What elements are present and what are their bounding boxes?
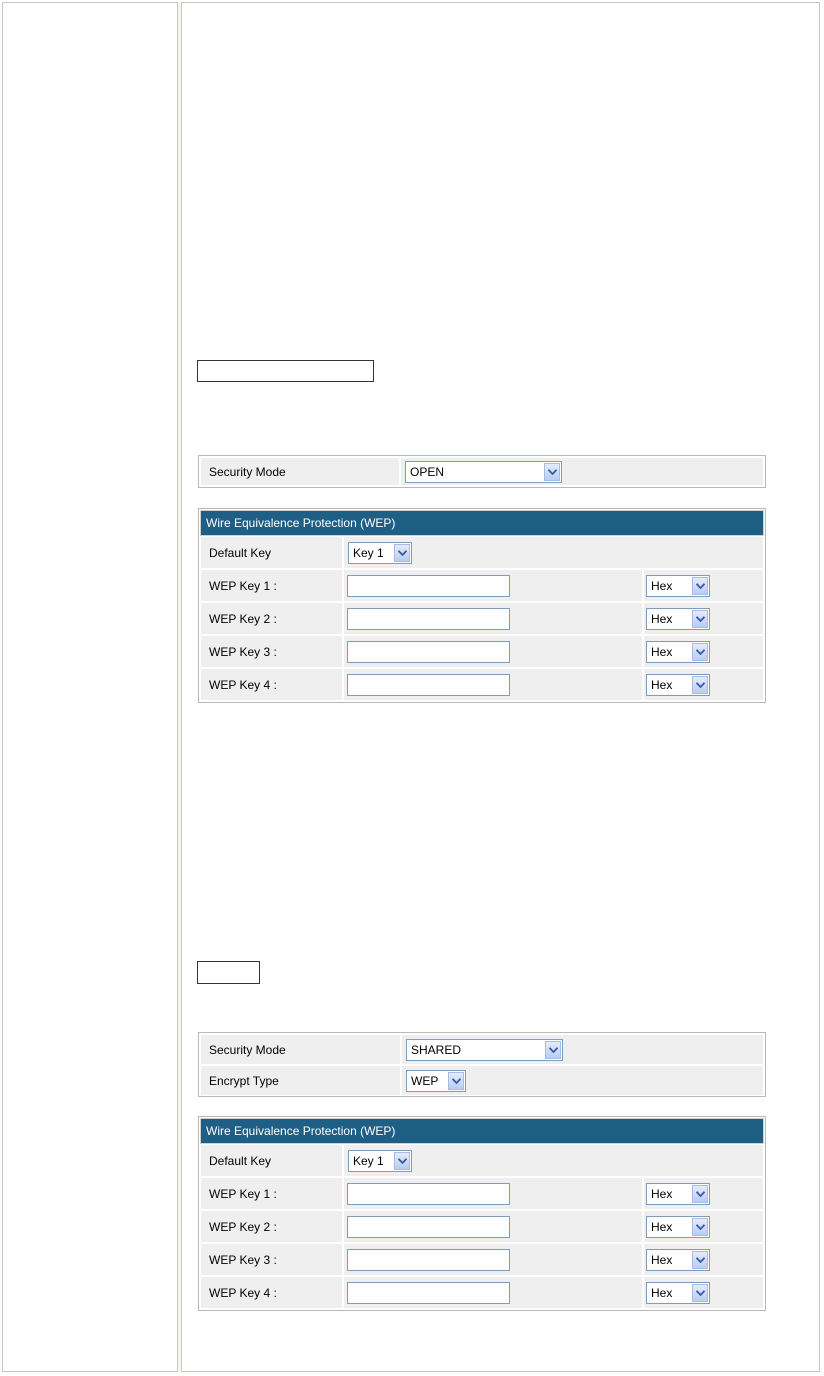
security-mode-select[interactable] <box>406 1039 563 1061</box>
wep-key-2-input[interactable] <box>347 608 510 630</box>
wep-key-format-value: Hex <box>651 677 673 692</box>
wep-key-format-cell <box>643 635 764 668</box>
wep-key-row <box>200 1210 764 1243</box>
wep-key-2-input[interactable] <box>347 1216 510 1238</box>
wep-key-3-input[interactable] <box>347 1249 510 1271</box>
default-key-select[interactable] <box>348 542 412 564</box>
wep-key-format-cell <box>643 1177 764 1210</box>
wep-key-input-cell <box>343 668 643 701</box>
encrypt-type-select[interactable] <box>406 1070 466 1092</box>
wep-key-2-format-select[interactable] <box>646 1216 710 1238</box>
wep-key-label: WEP Key 4 : <box>200 1276 343 1309</box>
wep-key-row <box>200 1177 764 1210</box>
chevron-down-icon <box>692 577 708 595</box>
chevron-down-icon <box>692 1185 708 1203</box>
column-divider <box>177 2 182 1372</box>
wep-key-1-format-select[interactable] <box>646 1183 710 1205</box>
wep-panel-shared <box>198 1116 766 1311</box>
security-mode-value: OPEN <box>410 464 445 479</box>
chevron-down-icon <box>394 544 410 562</box>
wep-key-format-cell <box>643 602 764 635</box>
default-key-label: Default Key <box>200 536 343 569</box>
wep-key-1-format-select[interactable] <box>646 575 710 597</box>
wep-header: Wire Equivalence Protection (WEP) <box>200 510 764 536</box>
wep-key-input-cell <box>343 602 643 635</box>
wep-key-format-cell <box>643 1243 764 1276</box>
chevron-down-icon <box>692 1218 708 1236</box>
default-key-value: Key 1 <box>353 1153 384 1168</box>
wep-key-label: WEP Key 1 : <box>200 569 343 602</box>
wep-key-label: WEP Key 2 : <box>200 1210 343 1243</box>
default-key-cell <box>343 536 764 569</box>
wep-key-3-format-select[interactable] <box>646 1249 710 1271</box>
chevron-down-icon <box>692 610 708 628</box>
security-mode-panel-shared <box>198 1032 766 1097</box>
wep-key-format-cell <box>643 569 764 602</box>
security-mode-cell <box>400 457 764 486</box>
wep-key-label: WEP Key 3 : <box>200 1243 343 1276</box>
security-mode-value: SHARED <box>411 1042 462 1057</box>
wep-key-row <box>200 1243 764 1276</box>
wep-key-row <box>200 635 764 668</box>
security-mode-label: Security Mode <box>200 1034 401 1065</box>
security-mode-select[interactable] <box>405 461 562 483</box>
wep-key-input-cell <box>343 635 643 668</box>
wep-key-input-cell <box>343 1243 643 1276</box>
wep-key-3-input[interactable] <box>347 641 510 663</box>
wep-key-format-value: Hex <box>651 1219 673 1234</box>
wep-key-format-cell <box>643 668 764 701</box>
wep-key-4-format-select[interactable] <box>646 1282 710 1304</box>
encrypt-type-value: WEP <box>411 1073 439 1088</box>
wep-key-4-input[interactable] <box>347 674 510 696</box>
wep-key-4-input[interactable] <box>347 1282 510 1304</box>
default-key-label: Default Key <box>200 1144 343 1177</box>
security-mode-label: Security Mode <box>200 457 400 486</box>
caption-box-shared <box>197 961 260 984</box>
chevron-down-icon <box>692 676 708 694</box>
wep-key-input-cell <box>343 1177 643 1210</box>
wep-key-label: WEP Key 4 : <box>200 668 343 701</box>
wep-key-label: WEP Key 3 : <box>200 635 343 668</box>
chevron-down-icon <box>394 1152 410 1170</box>
wep-key-input-cell <box>343 1276 643 1309</box>
wep-key-input-cell <box>343 1210 643 1243</box>
encrypt-type-label: Encrypt Type <box>200 1065 401 1096</box>
wep-key-row <box>200 668 764 701</box>
wep-key-format-cell <box>643 1276 764 1309</box>
wep-key-format-value: Hex <box>651 578 673 593</box>
caption-box-open <box>197 360 374 382</box>
wep-key-2-format-select[interactable] <box>646 608 710 630</box>
chevron-down-icon <box>692 1284 708 1302</box>
security-mode-panel-open <box>198 455 766 488</box>
wep-panel-open <box>198 508 766 703</box>
chevron-down-icon <box>544 463 560 481</box>
wep-key-row <box>200 602 764 635</box>
wep-key-1-input[interactable] <box>347 575 510 597</box>
wep-key-label: WEP Key 2 : <box>200 602 343 635</box>
wep-key-1-input[interactable] <box>347 1183 510 1205</box>
wep-key-3-format-select[interactable] <box>646 641 710 663</box>
chevron-down-icon <box>692 643 708 661</box>
wep-key-format-value: Hex <box>651 644 673 659</box>
default-key-value: Key 1 <box>353 545 384 560</box>
wep-key-input-cell <box>343 569 643 602</box>
chevron-down-icon <box>448 1072 464 1090</box>
wep-key-format-value: Hex <box>651 1186 673 1201</box>
wep-key-label: WEP Key 1 : <box>200 1177 343 1210</box>
wep-key-4-format-select[interactable] <box>646 674 710 696</box>
wep-key-format-value: Hex <box>651 611 673 626</box>
wep-key-format-value: Hex <box>651 1252 673 1267</box>
wep-key-format-cell <box>643 1210 764 1243</box>
wep-key-row <box>200 1276 764 1309</box>
wep-key-row <box>200 569 764 602</box>
wep-key-format-value: Hex <box>651 1285 673 1300</box>
default-key-cell <box>343 1144 764 1177</box>
security-mode-cell <box>401 1034 764 1065</box>
wep-header: Wire Equivalence Protection (WEP) <box>200 1118 764 1144</box>
encrypt-type-cell <box>401 1065 764 1096</box>
chevron-down-icon <box>545 1041 561 1059</box>
chevron-down-icon <box>692 1251 708 1269</box>
default-key-select[interactable] <box>348 1150 412 1172</box>
